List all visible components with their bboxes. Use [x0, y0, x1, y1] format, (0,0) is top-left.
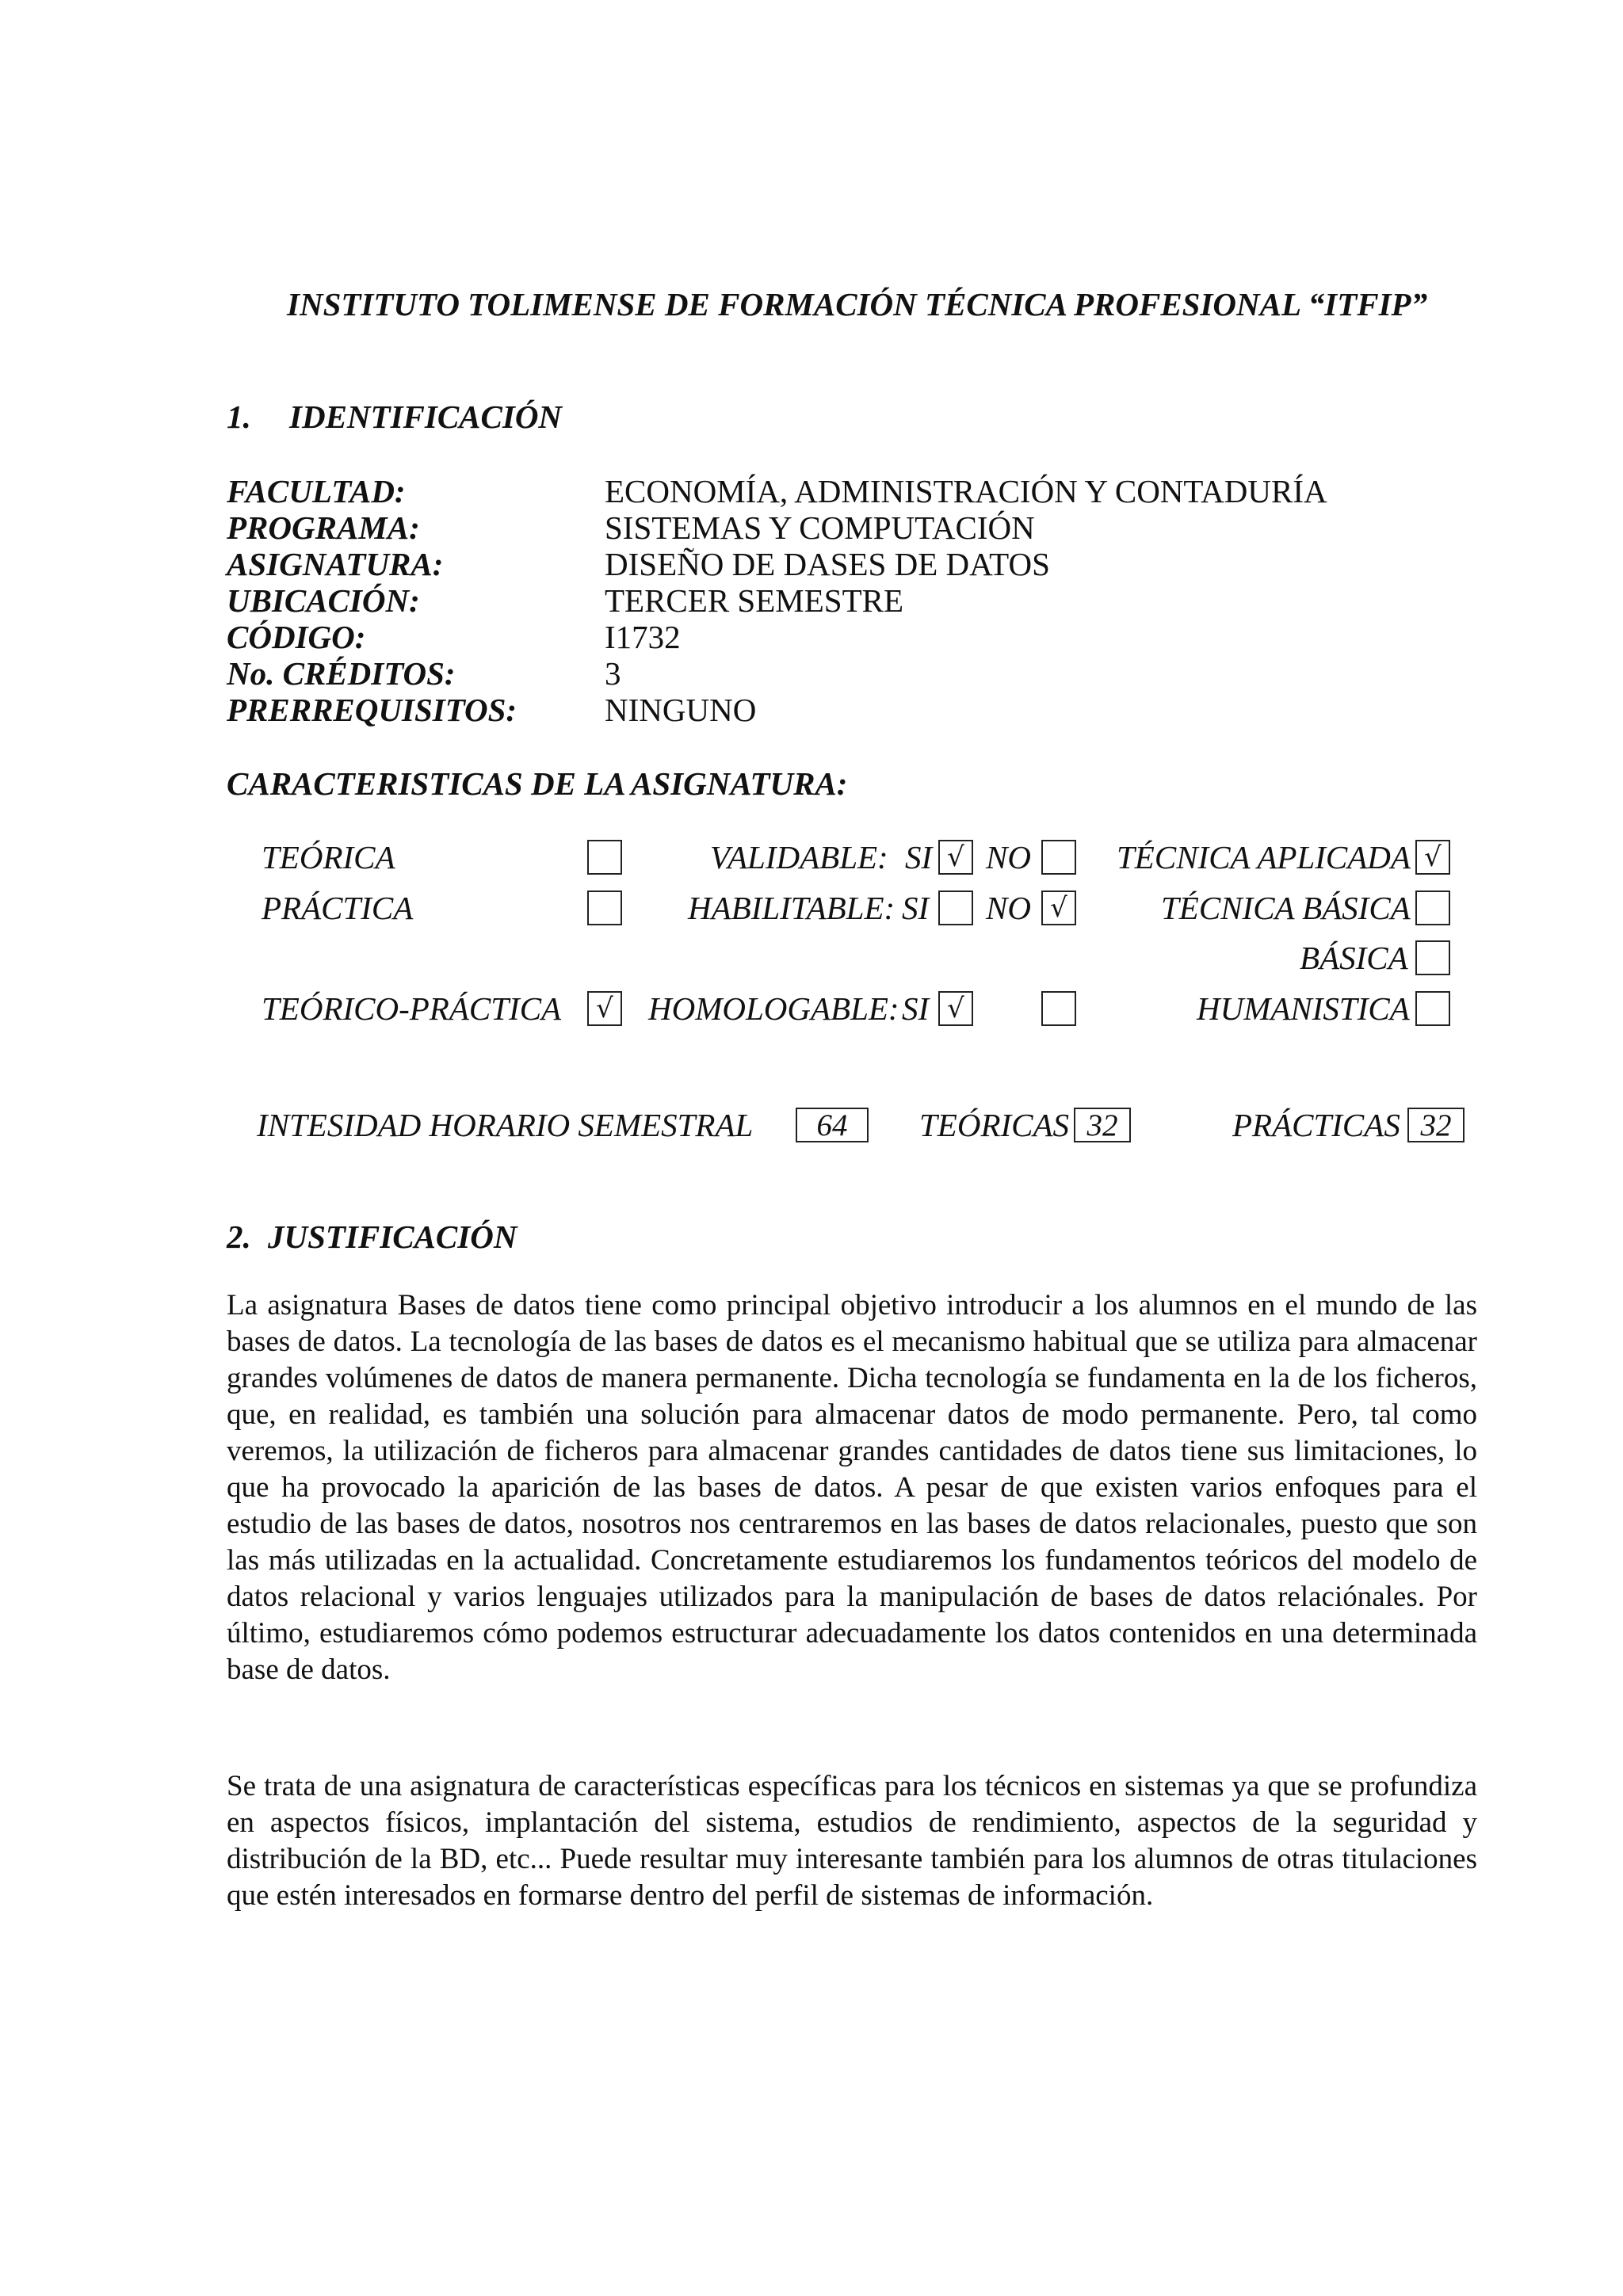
faculty-label: FACULTAD: [227, 473, 406, 509]
habilitable-label: HABILITABLE: [688, 890, 896, 926]
habilitable-si-checkbox[interactable] [938, 891, 973, 925]
theory-hours-value: 32 [1074, 1108, 1131, 1142]
credits-value: 3 [605, 655, 621, 692]
section-1-number: 1. [227, 399, 251, 435]
teorica-label: TEÓRICA [262, 839, 395, 875]
theory-hours-label: TEÓRICAS [919, 1107, 1070, 1143]
credits-label: No. CRÉDITOS: [227, 655, 456, 692]
validable-si-label: SI [905, 839, 933, 875]
basica-checkbox[interactable] [1415, 940, 1450, 975]
practice-hours-label: PRÁCTICAS [1232, 1107, 1400, 1143]
document-title: INSTITUTO TOLIMENSE DE FORMACIÓN TÉCNICA PROFESIONAL “ITFIP” [287, 286, 1428, 322]
code-value: I1732 [605, 619, 681, 655]
tecnica-aplicada-checkbox[interactable]: √ [1415, 840, 1450, 875]
teorico-practica-checkbox[interactable]: √ [587, 991, 622, 1026]
practice-hours-value: 32 [1407, 1108, 1465, 1142]
teorico-practica-label: TEÓRICO-PRÁCTICA [262, 990, 562, 1027]
program-label: PROGRAMA: [227, 509, 420, 546]
tecnica-basica-checkbox[interactable] [1415, 891, 1450, 925]
location-value: TERCER SEMESTRE [605, 582, 904, 619]
homologable-label: HOMOLOGABLE: [648, 990, 899, 1027]
validable-label: VALIDABLE: [710, 839, 888, 875]
characteristics-heading: CARACTERISTICAS DE LA ASIGNATURA: [227, 765, 848, 802]
faculty-value: ECONOMÍA, ADMINISTRACIÓN Y CONTADURÍA [605, 473, 1327, 509]
practica-label: PRÁCTICA [262, 890, 414, 926]
section-1-heading: IDENTIFICACIÓN [289, 399, 563, 435]
section-2-number: 2. [227, 1219, 251, 1255]
prerequisites-label: PRERREQUISITOS: [227, 692, 517, 728]
subject-label: ASIGNATURA: [227, 546, 444, 582]
semester-hours-label: INTESIDAD HORARIO SEMESTRAL [257, 1107, 754, 1143]
habilitable-no-checkbox[interactable]: √ [1041, 891, 1076, 925]
subject-value: DISEÑO DE DASES DE DATOS [605, 546, 1050, 582]
homologable-extra-checkbox[interactable] [1041, 991, 1076, 1026]
practica-checkbox[interactable] [587, 891, 622, 925]
tecnica-basica-label: TÉCNICA BÁSICA [1161, 890, 1411, 926]
homologable-si-checkbox[interactable]: √ [938, 991, 973, 1026]
homologable-si-label: SI [902, 990, 930, 1027]
justification-paragraph-1: La asignatura Bases de datos tiene como principal objetivo introducir a los alumnos en el mundo de las bases de datos. La tecnología de las bases de datos es el mecanismo habitual que se utiliza para almacenar grandes volúmenes de datos de manera permanente. Dicha tecnología se fundamenta en la de los ficheros, que, en realidad, es también una solución para almacenar datos de modo permanente. Pero, tal como veremos, la utilización de ficheros para almacenar grandes cantidades de datos tiene sus limitaciones, lo que ha provocado la aparición de las bases de datos. A pesar de que existen varios enfoques para el estudio de las bases de datos, nosotros nos centraremos en las bases de datos relacionales, puesto que son las más utilizadas en la actualidad. Concretamente estudiaremos los fundamentos teóricos del modelo de datos relacional y varios lenguajes utilizados para la manipulación de bases de datos relaciónales. Por último, estudiaremos cómo podemos estructurar adecuadamente los datos contenidos en una determinada base de datos. [227, 1289, 1477, 1686]
validable-no-checkbox[interactable] [1041, 840, 1076, 875]
validable-si-checkbox[interactable]: √ [938, 840, 973, 875]
code-label: CÓDIGO: [227, 619, 366, 655]
tecnica-aplicada-label: TÉCNICA APLICADA [1117, 839, 1411, 875]
semester-hours-value: 64 [796, 1108, 869, 1142]
humanistica-label: HUMANISTICA [1197, 990, 1410, 1027]
section-2-heading: JUSTIFICACIÓN [268, 1219, 517, 1255]
teorica-checkbox[interactable] [587, 840, 622, 875]
validable-no-label: NO [986, 839, 1031, 875]
basica-label: BÁSICA [1300, 940, 1408, 976]
justification-paragraph-2: Se trata de una asignatura de características específicas para los técnicos en sistemas ya que se profundiza en aspectos físicos, implantación del sistema, estudios de rendimiento, aspectos de la seguridad y distribución de la BD, etc... Puede resultar muy interesante también para los alumnos de otras titulaciones que estén interesados en formarse dentro del perfil de sistemas de información. [227, 1770, 1477, 1912]
habilitable-si-label: SI [902, 890, 930, 926]
habilitable-no-label: NO [986, 890, 1031, 926]
humanistica-checkbox[interactable] [1415, 991, 1450, 1026]
location-label: UBICACIÓN: [227, 582, 420, 619]
program-value: SISTEMAS Y COMPUTACIÓN [605, 509, 1035, 546]
prerequisites-value: NINGUNO [605, 692, 757, 728]
